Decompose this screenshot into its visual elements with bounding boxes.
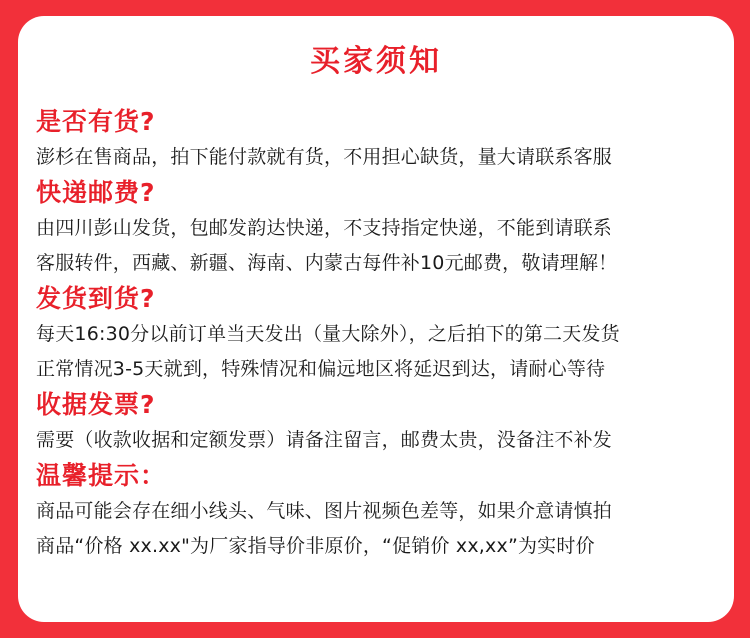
section-text: 商品“价格 xx.xx"为厂家指导价非原价，“促销价 xx,xx”为实时价 [36,535,595,557]
section-heading: 发货到货? [36,284,156,313]
page-title: 买家须知 [310,44,442,79]
notice-content [36,104,726,564]
section-tips [36,458,726,564]
section-heading: 快递邮费? [36,178,156,207]
section-text: 商品可能会存在细小线头、气味、图片视频色差等，如果介意请慎拍 [36,500,613,522]
section-invoice [36,387,726,458]
section-text: 需要（收款收据和定额发票）请备注留言，邮费太贵，没备注不补发 [36,429,613,451]
section-heading: 温馨提示： [36,461,167,490]
section-shipping-fee [36,175,726,281]
section-stock [36,104,726,175]
section-text: 每天16:30分以前订单当天发出（量大除外），之后拍下的第二天发货 [36,323,620,345]
section-dispatch [36,281,726,387]
section-text: 由四川彭山发货，包邮发韵达快递，不支持指定快递，不能到请联系 [36,217,613,239]
notice-card [18,16,734,622]
section-text: 客服转件，西藏、新疆、海南、内蒙古每件补10元邮费，敬请理解！ [36,252,618,274]
section-heading: 是否有货? [36,107,156,136]
section-heading: 收据发票? [36,390,156,419]
section-text: 正常情况3-5天就到，特殊情况和偏远地区将延迟到达，请耐心等待 [36,358,606,380]
section-text: 澎杉在售商品，拍下能付款就有货，不用担心缺货，量大请联系客服 [36,146,613,168]
